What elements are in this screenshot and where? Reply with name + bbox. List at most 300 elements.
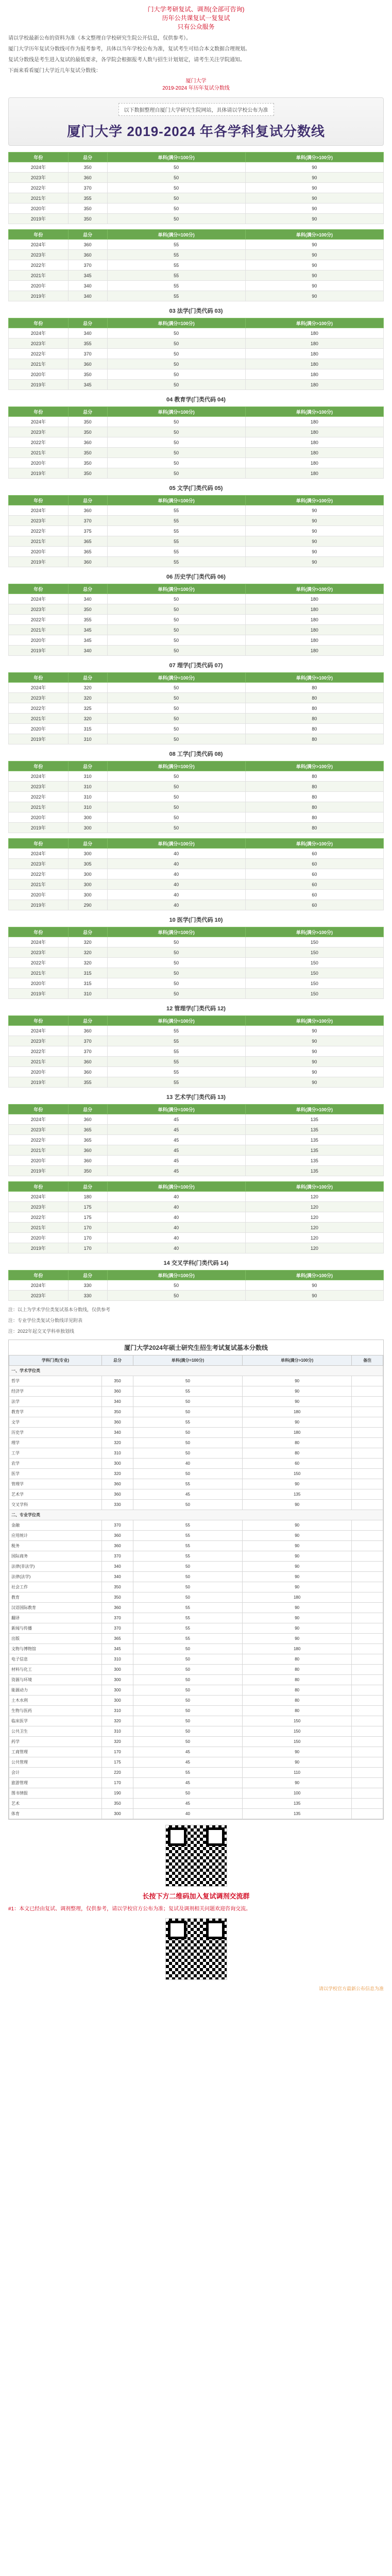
table-cell: 355 xyxy=(68,338,107,349)
attachment-header: 备注 xyxy=(352,1355,383,1366)
table-cell: 370 xyxy=(68,349,107,359)
table-cell: 90 xyxy=(245,1067,383,1077)
table-cell: 2020年 xyxy=(9,547,69,557)
table-cell: 350 xyxy=(68,1166,107,1176)
table-cell: 350 xyxy=(68,417,107,427)
table-cell: 50 xyxy=(107,1280,245,1291)
attachment-section-row xyxy=(9,1366,383,1376)
table-row xyxy=(9,547,384,557)
table-row xyxy=(9,1145,384,1156)
table-cell: 355 xyxy=(68,193,107,204)
table-cell: 360 xyxy=(68,1145,107,1156)
score-table xyxy=(8,229,384,301)
score-table-header: 单科(满分>100分) xyxy=(245,1016,383,1026)
table-cell: 金融 xyxy=(9,1520,102,1531)
table-cell: 50 xyxy=(133,1469,242,1479)
intro-paragraph: 复试分数线是考生进入复试的最低要求，各学院会根据报考人数与招生计划划定，请考生关注学院通知。 xyxy=(8,57,245,63)
table-row xyxy=(9,214,384,224)
table-cell: 320 xyxy=(68,947,107,958)
table-cell: 80 xyxy=(245,771,383,782)
table-cell: 2021年 xyxy=(9,1223,69,1233)
table-row xyxy=(9,646,384,656)
table-cell: 50 xyxy=(133,1428,242,1438)
table-cell: 320 xyxy=(102,1716,133,1726)
table-cell xyxy=(352,1592,383,1603)
score-table-header: 总分 xyxy=(68,584,107,594)
table-cell: 370 xyxy=(102,1613,133,1623)
table-row xyxy=(9,1747,383,1757)
score-table-header: 单科(满分>100分) xyxy=(245,927,383,937)
table-cell: 135 xyxy=(245,1125,383,1135)
table-row xyxy=(9,1500,383,1510)
table-cell: 2024年 xyxy=(9,771,69,782)
table-cell: 360 xyxy=(68,250,107,260)
table-cell: 教育学 xyxy=(9,1407,102,1417)
table-cell: 90 xyxy=(245,183,383,193)
table-row xyxy=(9,1407,383,1417)
table-cell xyxy=(352,1438,383,1448)
table-cell: 330 xyxy=(68,1291,107,1301)
table-row xyxy=(9,1654,383,1665)
table-row xyxy=(9,458,384,468)
table-cell: 40 xyxy=(107,1202,245,1212)
table-row xyxy=(9,1778,383,1788)
table-cell: 50 xyxy=(107,214,245,224)
table-cell: 2023年 xyxy=(9,338,69,349)
table-cell: 55 xyxy=(107,1036,245,1046)
table-cell: 120 xyxy=(245,1192,383,1202)
table-row xyxy=(9,869,384,879)
table-row xyxy=(9,1243,384,1253)
table-cell: 工学 xyxy=(9,1448,102,1459)
table-cell: 360 xyxy=(68,240,107,250)
table-cell: 180 xyxy=(245,427,383,437)
table-row xyxy=(9,594,384,604)
table-cell: 45 xyxy=(107,1166,245,1176)
table-cell: 90 xyxy=(243,1757,352,1768)
score-table xyxy=(8,838,384,910)
score-table-header: 单科(满分=100分) xyxy=(107,839,245,849)
table-cell: 340 xyxy=(68,594,107,604)
table-cell: 90 xyxy=(243,1634,352,1644)
table-row xyxy=(9,1469,383,1479)
table-cell: 340 xyxy=(68,291,107,301)
table-cell: 50 xyxy=(107,802,245,812)
table-cell xyxy=(352,1520,383,1531)
table-cell: 图书情报 xyxy=(9,1788,102,1799)
table-cell: 2022年 xyxy=(9,615,69,625)
table-cell: 300 xyxy=(102,1459,133,1469)
table-cell: 2022年 xyxy=(9,1135,69,1145)
table-cell xyxy=(352,1428,383,1438)
table-cell: 55 xyxy=(133,1551,242,1562)
score-table-header-row xyxy=(9,496,384,505)
table-cell: 180 xyxy=(245,635,383,646)
table-row xyxy=(9,1551,383,1562)
table-cell: 公共卫生 xyxy=(9,1726,102,1737)
table-cell: 135 xyxy=(243,1799,352,1809)
table-row xyxy=(9,1036,384,1046)
table-cell: 120 xyxy=(245,1223,383,1233)
table-cell: 2023年 xyxy=(9,516,69,526)
table-cell: 90 xyxy=(245,281,383,291)
table-cell: 355 xyxy=(68,615,107,625)
table-cell: 370 xyxy=(102,1623,133,1634)
table-cell: 55 xyxy=(133,1479,242,1489)
table-cell: 2020年 xyxy=(9,1067,69,1077)
score-table-header: 总分 xyxy=(68,927,107,937)
table-cell xyxy=(352,1757,383,1768)
table-cell: 60 xyxy=(243,1459,352,1469)
table-cell: 80 xyxy=(243,1696,352,1706)
score-table-header: 总分 xyxy=(68,1270,107,1280)
score-table-header: 年份 xyxy=(9,407,69,417)
score-table-header-row xyxy=(9,1105,384,1114)
table-cell: 应用统计 xyxy=(9,1531,102,1541)
table-cell: 经济学 xyxy=(9,1386,102,1397)
table-cell: 90 xyxy=(245,270,383,281)
table-cell: 310 xyxy=(102,1726,133,1737)
table-cell: 135 xyxy=(245,1114,383,1125)
table-cell: 2020年 xyxy=(9,812,69,823)
table-cell: 350 xyxy=(68,204,107,214)
table-cell: 150 xyxy=(245,968,383,978)
table-cell: 350 xyxy=(68,214,107,224)
attachment-section-label: 二、专业学位类 xyxy=(9,1510,383,1520)
table-cell: 生物与医药 xyxy=(9,1706,102,1716)
table-cell: 50 xyxy=(107,193,245,204)
table-row xyxy=(9,1156,384,1166)
banner xyxy=(8,97,384,146)
table-cell: 135 xyxy=(245,1135,383,1145)
attachment-header-row xyxy=(9,1355,383,1366)
table-cell: 345 xyxy=(68,380,107,390)
table-cell: 50 xyxy=(107,646,245,656)
table-cell: 2019年 xyxy=(9,734,69,744)
table-cell: 370 xyxy=(68,260,107,270)
table-cell: 50 xyxy=(133,1376,242,1386)
subject-title: 05 文学(门类代码 05) xyxy=(169,485,223,492)
table-row xyxy=(9,1077,384,1088)
table-row xyxy=(9,369,384,380)
table-row xyxy=(9,1531,383,1541)
table-row xyxy=(9,250,384,260)
score-table-header: 单科(满分=100分) xyxy=(107,407,245,417)
table-row xyxy=(9,734,384,744)
table-cell: 175 xyxy=(102,1757,133,1768)
table-cell: 社会工作 xyxy=(9,1582,102,1592)
table-cell: 临床医学 xyxy=(9,1716,102,1726)
table-cell: 能源动力 xyxy=(9,1685,102,1696)
table-cell: 370 xyxy=(102,1551,133,1562)
table-cell: 50 xyxy=(107,724,245,734)
table-cell: 2021年 xyxy=(9,359,69,369)
table-cell: 180 xyxy=(243,1428,352,1438)
table-cell: 2022年 xyxy=(9,1046,69,1057)
attachment-body xyxy=(9,1366,383,1819)
table-cell: 50 xyxy=(107,625,245,635)
table-cell: 法律(法学) xyxy=(9,1572,102,1582)
table-cell: 55 xyxy=(107,516,245,526)
table-cell: 90 xyxy=(245,516,383,526)
table-row xyxy=(9,1114,384,1125)
table-cell: 150 xyxy=(243,1737,352,1747)
table-cell: 300 xyxy=(68,879,107,890)
table-cell: 340 xyxy=(102,1428,133,1438)
table-cell: 180 xyxy=(245,458,383,468)
table-cell: 80 xyxy=(245,802,383,812)
table-cell: 80 xyxy=(245,683,383,693)
table-cell: 50 xyxy=(107,328,245,338)
table-row xyxy=(9,1166,384,1176)
table-cell: 50 xyxy=(133,1706,242,1716)
table-cell xyxy=(352,1562,383,1572)
table-row xyxy=(9,724,384,734)
table-cell: 360 xyxy=(102,1603,133,1613)
table-cell: 50 xyxy=(133,1665,242,1675)
table-cell xyxy=(352,1459,383,1469)
table-cell: 土木水利 xyxy=(9,1696,102,1706)
subject-title: 06 历史学(门类代码 06) xyxy=(166,574,226,580)
attachment-table-block xyxy=(8,1340,384,1820)
table-cell xyxy=(352,1531,383,1541)
table-row xyxy=(9,380,384,390)
table-cell: 文学 xyxy=(9,1417,102,1428)
table-row xyxy=(9,792,384,802)
score-table-header: 单科(满分>100分) xyxy=(245,318,383,328)
qr-code-icon[interactable] xyxy=(165,1918,227,1980)
table-cell: 350 xyxy=(68,468,107,479)
table-cell: 300 xyxy=(68,849,107,859)
table-cell: 310 xyxy=(68,734,107,744)
table-cell: 2021年 xyxy=(9,448,69,458)
table-row xyxy=(9,1768,383,1778)
table-cell: 300 xyxy=(102,1685,133,1696)
table-cell: 2024年 xyxy=(9,417,69,427)
attachment-table xyxy=(9,1355,383,1819)
score-table xyxy=(8,927,384,999)
table-cell: 80 xyxy=(243,1448,352,1459)
score-table-header-row xyxy=(9,318,384,328)
table-cell: 180 xyxy=(245,380,383,390)
table-cell xyxy=(352,1665,383,1675)
table-cell xyxy=(352,1448,383,1459)
table-cell: 300 xyxy=(68,823,107,833)
table-cell: 360 xyxy=(68,437,107,448)
score-table-header-row xyxy=(9,927,384,937)
table-cell: 90 xyxy=(243,1397,352,1407)
table-row xyxy=(9,1280,384,1291)
table-cell: 50 xyxy=(107,349,245,359)
table-row xyxy=(9,714,384,724)
score-table-header: 单科(满分>100分) xyxy=(245,673,383,683)
table-cell: 50 xyxy=(133,1675,242,1685)
score-table-header-row xyxy=(9,1182,384,1192)
table-cell: 50 xyxy=(133,1407,242,1417)
table-cell: 50 xyxy=(133,1572,242,1582)
table-cell: 80 xyxy=(245,792,383,802)
table-cell: 2023年 xyxy=(9,1291,69,1301)
table-cell: 90 xyxy=(245,505,383,516)
table-cell: 320 xyxy=(68,714,107,724)
table-cell: 50 xyxy=(107,380,245,390)
table-cell: 2022年 xyxy=(9,349,69,359)
score-table-header-row xyxy=(9,1270,384,1280)
table-row xyxy=(9,947,384,958)
table-row xyxy=(9,1223,384,1233)
table-cell: 150 xyxy=(245,947,383,958)
table-cell: 2024年 xyxy=(9,328,69,338)
table-cell: 90 xyxy=(245,557,383,567)
table-row xyxy=(9,849,384,859)
table-cell: 90 xyxy=(243,1541,352,1551)
table-cell: 2020年 xyxy=(9,1233,69,1243)
table-cell: 50 xyxy=(107,812,245,823)
table-row xyxy=(9,1428,383,1438)
table-cell: 2022年 xyxy=(9,183,69,193)
table-cell: 2022年 xyxy=(9,1212,69,1223)
table-cell: 90 xyxy=(243,1376,352,1386)
attachment-header: 学科门类(专业) xyxy=(9,1355,102,1366)
table-cell: 170 xyxy=(102,1778,133,1788)
table-cell xyxy=(352,1551,383,1562)
table-row xyxy=(9,281,384,291)
footnote: 注：2022年起交叉学科单独划线 xyxy=(8,1329,75,1334)
score-table-header: 年份 xyxy=(9,1270,69,1280)
table-cell: 法律(非法学) xyxy=(9,1562,102,1572)
table-cell: 50 xyxy=(107,338,245,349)
table-row xyxy=(9,1448,383,1459)
table-cell: 50 xyxy=(107,635,245,646)
table-row xyxy=(9,328,384,338)
table-cell: 医学 xyxy=(9,1469,102,1479)
table-row xyxy=(9,615,384,625)
table-cell: 180 xyxy=(245,468,383,479)
table-cell: 80 xyxy=(243,1685,352,1696)
table-cell: 90 xyxy=(243,1582,352,1592)
attachment-header: 单科(满分=100分) xyxy=(133,1355,242,1366)
score-table-header: 单科(满分>100分) xyxy=(245,1182,383,1192)
table-cell: 375 xyxy=(68,526,107,536)
table-cell: 55 xyxy=(133,1623,242,1634)
table-cell: 350 xyxy=(102,1592,133,1603)
table-row xyxy=(9,1613,383,1623)
table-row xyxy=(9,1541,383,1551)
table-cell: 150 xyxy=(243,1726,352,1737)
table-cell: 2024年 xyxy=(9,683,69,693)
table-cell: 55 xyxy=(107,260,245,270)
table-cell xyxy=(352,1644,383,1654)
table-cell: 2023年 xyxy=(9,947,69,958)
table-cell: 350 xyxy=(68,369,107,380)
score-table-header-row xyxy=(9,230,384,240)
attachment-section-label: 一、学术学位类 xyxy=(9,1366,383,1376)
table-row xyxy=(9,1592,383,1603)
score-table-header: 单科(满分=100分) xyxy=(107,1182,245,1192)
table-cell: 80 xyxy=(243,1665,352,1675)
table-cell: 180 xyxy=(245,338,383,349)
score-table-header: 年份 xyxy=(9,839,69,849)
table-cell: 60 xyxy=(245,859,383,869)
table-cell: 2021年 xyxy=(9,536,69,547)
table-cell: 2020年 xyxy=(9,978,69,989)
table-cell xyxy=(352,1706,383,1716)
table-cell: 40 xyxy=(107,890,245,900)
table-cell: 会计 xyxy=(9,1768,102,1778)
table-cell: 2022年 xyxy=(9,792,69,802)
table-cell: 2020年 xyxy=(9,369,69,380)
table-cell: 50 xyxy=(107,968,245,978)
table-row xyxy=(9,448,384,458)
table-cell: 180 xyxy=(245,328,383,338)
score-table-header: 年份 xyxy=(9,1182,69,1192)
table-row xyxy=(9,1135,384,1145)
table-cell: 310 xyxy=(68,782,107,792)
table-row xyxy=(9,1634,383,1644)
table-cell: 90 xyxy=(243,1386,352,1397)
table-row xyxy=(9,859,384,869)
table-cell: 55 xyxy=(107,240,245,250)
table-cell: 55 xyxy=(107,1067,245,1077)
table-row xyxy=(9,958,384,968)
table-cell: 55 xyxy=(107,547,245,557)
table-cell: 55 xyxy=(133,1417,242,1428)
table-row xyxy=(9,1520,383,1531)
table-cell: 2021年 xyxy=(9,714,69,724)
table-cell: 150 xyxy=(243,1469,352,1479)
table-row xyxy=(9,516,384,526)
table-cell: 55 xyxy=(107,1026,245,1036)
table-cell: 90 xyxy=(245,240,383,250)
table-cell: 55 xyxy=(107,557,245,567)
table-cell: 90 xyxy=(243,1562,352,1572)
table-row xyxy=(9,536,384,547)
table-cell xyxy=(352,1778,383,1788)
table-cell: 340 xyxy=(68,281,107,291)
table-cell: 2020年 xyxy=(9,281,69,291)
score-table xyxy=(8,584,384,656)
table-cell: 2019年 xyxy=(9,989,69,999)
table-row xyxy=(9,417,384,427)
table-cell: 310 xyxy=(102,1448,133,1459)
table-cell: 55 xyxy=(133,1541,242,1551)
table-cell: 170 xyxy=(102,1747,133,1757)
table-row xyxy=(9,900,384,910)
table-cell: 55 xyxy=(133,1603,242,1613)
score-table-header: 单科(满分>100分) xyxy=(245,839,383,849)
table-cell: 40 xyxy=(107,849,245,859)
table-cell: 2021年 xyxy=(9,802,69,812)
table-cell: 90 xyxy=(245,291,383,301)
table-cell: 50 xyxy=(107,693,245,703)
table-cell: 40 xyxy=(107,1243,245,1253)
table-cell: 50 xyxy=(107,734,245,744)
qr-code-icon[interactable] xyxy=(165,1825,227,1887)
table-cell xyxy=(352,1603,383,1613)
table-cell: 50 xyxy=(133,1500,242,1510)
score-table xyxy=(8,672,384,744)
score-table-header: 单科(满分=100分) xyxy=(107,1105,245,1114)
table-cell: 50 xyxy=(133,1438,242,1448)
table-row xyxy=(9,604,384,615)
table-cell: 50 xyxy=(133,1644,242,1654)
score-table-header: 总分 xyxy=(68,496,107,505)
table-cell xyxy=(352,1788,383,1799)
qr-block xyxy=(8,1825,384,1901)
table-cell: 50 xyxy=(133,1397,242,1407)
table-cell: 50 xyxy=(133,1654,242,1665)
table-cell: 2023年 xyxy=(9,173,69,183)
